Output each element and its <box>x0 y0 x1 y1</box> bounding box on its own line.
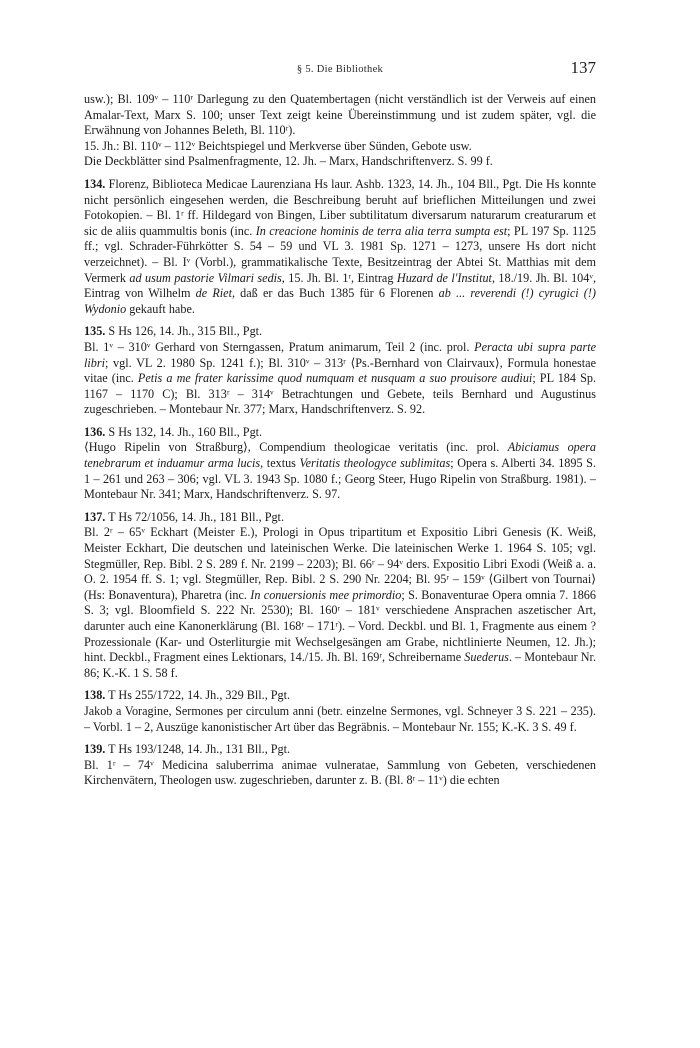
catalog-entry-137 <box>84 510 596 682</box>
incipit: Peracta ubi supra parte libri <box>84 339 596 370</box>
entry-number: 136. <box>84 424 106 439</box>
ownership-note: de Riet <box>195 286 232 301</box>
body-text <box>84 92 596 789</box>
ownership-note: Huzard de l'Institut <box>396 270 492 285</box>
intro-paragraph-3: Die Deckblätter sind Psalmenfragmente, 12. Jh. – Marx, Handschriftenverz. S. 99 f. <box>84 154 493 169</box>
incipit: Abiciamus opera tenebrarum et induamur arma lucis <box>84 440 597 471</box>
entry-heading: S Hs 126, 14. Jh., 315 Bll., Pgt. <box>105 324 263 339</box>
entry-text: , 15. Jh. Bl. 1ʳ, Eintrag <box>281 270 397 285</box>
catalog-entry-138 <box>84 688 596 735</box>
catalog-entry-134 <box>84 177 596 317</box>
entry-number: 139. <box>84 742 106 757</box>
entry-text: Bl. 2ʳ – 65ᵛ Eckhart (Meister E.), Prologi in Opus tripartitum et Expositio Libri Genesis (K. Weiß, Meister Eckhart, Die deutschen und lateinischen Werke. Die lateinischen Werke 1. 1964 S. 105; vgl. Stegmüller, Rep. Bibl. 2 S. 289 f. Nr. 2199 – 2203); Bl. 66ʳ – 94ᵛ ders. Expositio Libri Exodi (Weiß a. a. O. 2. 1954 ff. S. 1; vgl. Stegmüller, Rep. Bibl. 2 S. 290 Nr. 2204; Bl. 95ʳ – 159ᵛ ⟨Gilbert von Tournai⟩ (Hs: Bonaventura), Pharetra (inc. <box>84 525 596 602</box>
entry-number: 137. <box>84 509 106 524</box>
entry-text: Die Hs konnte nicht persönlich eingesehen werden, die Beschreibung beruht auf brieflichen Mitteilungen und zwei Fotokopien. – Bl. 1ʳ ff. Hildegard von Bingen, Liber subtilitatum diversarum naturarum creaturarum et sic de aliis quammultis bonis (inc. <box>84 176 597 238</box>
entry-text: ; S. Bonaventurae Opera omnia 7. 1866 S. 3; vgl. Bloomfield S. 222 Nr. 2530); Bl. 160ʳ – 181ᵛ verschiedene Ansprachen aszetischer Art, darunter auch eine Kanonerklärung (Bl. 168ʳ – 171ʳ). – Vord. Deckbl. und Bl. 1, Fragmente aus einem ?Prozessionale (Kar- und Osterliturgie mit Wechselgesängen am Grabe, nichtlinierte Neumen, 12. Jh.); hint. Deckbl., Fragment eines Lektionars, 14./15. Jh. Bl. 169ʳ, Schreibername <box>84 587 596 665</box>
entry-text: , textus <box>260 456 300 471</box>
entry-heading: Florenz, Biblioteca Medicae Laurenziana Hs laur. Ashb. 1323, 14. Jh., 104 Bll., Pgt. <box>105 176 522 191</box>
entry-text: ; vgl. VL 2. 1980 Sp. 1241 f.); Bl. 310ᵛ – 313ʳ ⟨Ps.-Bernhard von Clairvaux⟩, Formula honestae vitae (inc. <box>84 355 596 386</box>
catalog-entry-139 <box>84 742 596 789</box>
ownership-note: ab ... reverendi (!) cyrugici (!) Wydonio <box>84 286 596 316</box>
entry-heading: T Hs 255/1722, 14. Jh., 329 Bll., Pgt. <box>105 688 291 703</box>
entry-text: . – Montebaur Nr. 86; K.-K. 1 S. 58 f. <box>84 650 596 680</box>
entry-text: , 18./19. Jh. Bl. 104ᵛ, Eintrag von Wilhelm <box>84 270 596 301</box>
entry-text: , daß er das Buch 1385 für 6 Florenen <box>231 286 439 301</box>
catalog-entry-136 <box>84 425 596 503</box>
book-page <box>84 58 596 789</box>
entry-text: ⟨Hugo Ripelin von Straßburg⟩, Compendium theologicae veritatis (inc. prol. <box>84 440 508 455</box>
entry-text: Jakob a Voragine, Sermones per circulum anni (betr. einzelne Sermones, vgl. Schneyer 3 S. 221 – 235). – Vorbl. 1 – 2, Auszüge kanonistischer Art über das Begräbnis. – Montebaur Nr. 155; K.-K. 3 S. 49 f. <box>84 703 596 734</box>
incipit: In creacione hominis de terra alia terra sumpta est <box>255 223 508 238</box>
entry-number: 138. <box>84 688 106 703</box>
running-head: § 5. Die Bibliothek <box>296 64 384 75</box>
scribe-name: Suederus <box>464 650 509 665</box>
entry-number: 134. <box>84 176 106 191</box>
entry-text: Bl. 1ᵛ – 310ᵛ Gerhard von Sterngassen, Pratum animarum, Teil 2 (inc. prol. <box>84 339 475 354</box>
intro-paragraph-1: usw.); Bl. 109ᵛ – 110ʳ Darlegung zu den Quatembertagen (nicht verständlich ist der Verweis auf einen Amalar-Text, Marx S. 100; unser Text zeigt keine Übereinstimmung und ist zudem später, vgl. die Erwähnung von Johannes Beleth, Bl. 110ʳ). <box>84 92 596 138</box>
ownership-note: ad usum pastorie Vilmari sedis <box>129 270 282 285</box>
entry-heading: S Hs 132, 14. Jh., 160 Bll., Pgt. <box>105 424 263 439</box>
entry-text: ; PL 197 Sp. 1125 ff.; vgl. Schrader-Führkötter S. 54 – 59 und VL 3. 1981 Sp. 1271 – 1273, unsere Hs dort nicht verzeichnet). – Bl. Iᵛ (Vorbl.), grammatikalische Texte, Besitzeintrag der Abtei St. Matthias mit dem Vermerk <box>84 223 597 285</box>
entry-text: ; Opera s. Alberti 34. 1895 S. 1 – 261 und 263 – 306; vgl. VL 3. 1943 Sp. 1080 f.; Georg Steer, Hugo Ripelin von Straßburg. 1981). – Montebaur Nr. 341; Marx, Handschriftenverz. S. 97. <box>84 456 596 502</box>
incipit: In conuersionis mee primordio <box>250 587 402 602</box>
intro-paragraph-2: 15. Jh.: Bl. 110ᵛ – 112ᵛ Beichtspiegel und Merkverse über Sünden, Gebote usw. <box>84 138 472 153</box>
catalog-entry-135 <box>84 324 596 418</box>
entry-text: ; PL 184 Sp. 1167 – 1170 C); Bl. 313ʳ – 314ᵛ Betrachtungen und Gebete, teils Bernhard und Augustinus zugeschrieben. – Montebaur Nr. 377; Marx, Handschriftenverz. S. 92. <box>84 371 596 417</box>
entry-text: gekauft habe. <box>126 301 195 316</box>
entry-text: Bl. 1ʳ – 74ᵛ Medicina saluberrima animae vulneratae, Sammlung von Gebeten, verschiedenen Kirchenvätern, Theologen usw. zugeschrieben, darunter z. B. (Bl. 8ʳ – 11ᵛ) die echten <box>84 757 596 788</box>
page-header <box>84 58 596 88</box>
incipit: Petis a me frater karissime quod numquam et nusquam a suo prouisore audiui <box>137 371 533 386</box>
entry-heading: T Hs 193/1248, 14. Jh., 131 Bll., Pgt. <box>105 742 291 757</box>
incipit: Veritatis theologyce sublimitas <box>299 456 451 471</box>
entry-number: 135. <box>84 324 106 339</box>
entry-heading: T Hs 72/1056, 14. Jh., 181 Bll., Pgt. <box>105 509 284 524</box>
page-number: 137 <box>570 58 596 77</box>
